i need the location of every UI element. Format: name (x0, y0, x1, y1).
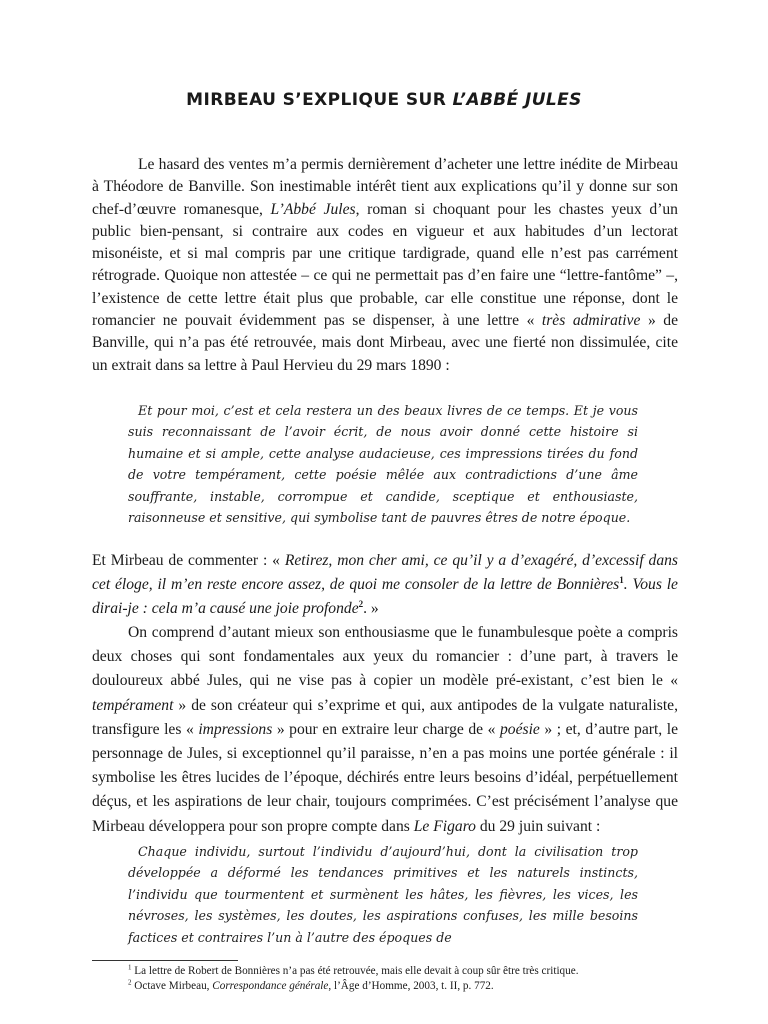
paragraph-2 (92, 549, 678, 622)
footnote-2-text-a: Octave Mirbeau, (131, 979, 213, 992)
footnote-divider (92, 960, 238, 961)
p2-italic-2: . Vous le dirai-je : cela m’a causé une joie profonde (92, 576, 678, 618)
footnote-2-italic: Correspondance générale (212, 979, 329, 992)
footnote-1-number: 1 (128, 963, 132, 972)
page-title (0, 90, 768, 110)
footnote-2-text-b: , l’Âge d’Homme, 2003, t. II, p. 772. (328, 979, 494, 992)
paragraph-1 (92, 154, 678, 377)
p3-italic-4: Le Figaro (413, 817, 476, 835)
title-italic: L’ABBÉ JULES (452, 90, 582, 110)
p1-italic-1: L’Abbé Jules (270, 200, 356, 218)
footnote-ref-2[interactable]: 2 (358, 599, 364, 610)
p2-text-1: Et Mirbeau de commenter : « (92, 552, 285, 569)
footnote-2 (128, 979, 688, 994)
footnotes (128, 964, 688, 993)
p2-italic-1: Retirez, mon cher ami, ce qu’il y a d’exagéré, d’excessif dans cet éloge, il m’en reste encore assez, de quoi me consoler de la lettre de Bonnières (92, 552, 678, 594)
block-quote-2 (128, 841, 638, 948)
block-quote-1 (128, 400, 638, 528)
p2-text-2: . » (363, 600, 379, 618)
p3-italic-1: tempérament (92, 696, 174, 714)
footnote-1 (128, 964, 688, 979)
p1-text-1: Le hasard des ventes m’a permis dernièrement d’acheter une lettre inédite de Mirbeau à Théodore de Banville. Son inestimable intérêt tient aux explications qu’il y donne sur son chef-d’œuvre romanesque, (92, 156, 678, 218)
footnote-ref-1[interactable]: 1 (619, 575, 624, 586)
p3-text-3: » pour en extraire leur charge de « (272, 720, 500, 738)
p3-text-4: » ; et, d’autre part, le personnage de Jules, si exceptionnel qu’il paraisse, n’en a pas moins une portée générale : il symbolise les êtres lucides de l’époque, déchirés entre leurs besoins d’idéal, perpétuellement déçus, et les aspirations de leur chair, toujours comprimées. C’est précisément l’analyse que Mirbeau développera pour son propre compte dans (92, 720, 678, 835)
paragraph-3 (92, 621, 678, 839)
p3-italic-2: impressions (198, 720, 273, 738)
quote-2-text: Chaque individu, surtout l’individu d’aujourd’hui, dont la civilisation trop développée a déformé les tendances primitives et les naturels instincts, l’individu que tourmentent et surmènent les hâtes, les fièvres, les vices, les névroses, les systèmes, les doutes, les aspirations confuses, les mille besoins factices et contraires l’un à l’autre des époques de (128, 844, 638, 945)
title-plain: MIRBEAU S’EXPLIQUE SUR (186, 90, 453, 110)
p1-text-3: » de Banville, qui n’a pas été retrouvée, mais dont Mirbeau, avec une fierté non dissimulée, cite un extrait dans sa lettre à Paul Hervieu du 29 mars 1890 : (92, 312, 678, 374)
p1-text-2: , roman si choquant pour les chastes yeux d’un public bien-pensant, si contraire aux codes en vigueur et aux habitudes d’un lectorat misonéiste, et si mal compris par une critique tardigrade, quand elle n’est pas carrément rétrograde. Quoique non attestée – ce qui ne permettait pas d’en faire une “lettre-fantôme” –, l’existence de cette lettre était plus que probable, car elle constitue une réponse, dont le romancier ne pouvait évidemment pas se dispenser, à une lettre « (92, 200, 678, 330)
p3-text-1: On comprend d’autant mieux son enthousiasme que le funambulesque poète a compris deux choses qui sont fondamentales aux yeux du romancier : d’une part, à travers le douloureux abbé Jules, qui ne vise pas à copier un modèle pré-existant, c’est bien le « (92, 624, 678, 690)
quote-1-text: Et pour moi, c’est et cela restera un des beaux livres de ce temps. Et je vous suis reconnaissant de l’avoir écrit, de nous avoir donné cette histoire si humaine et si ample, cette analyse audacieuse, ces impressions tirées du fond de votre tempérament, cette poésie mêlée aux contradictions d’une âme souffrante, instable, corrompue et candide, sceptique et enthousiaste, raisonneuse et sensitive, qui symbolise tant de pauvres êtres de notre époque. (128, 403, 638, 526)
p3-text-5: du 29 juin suivant : (475, 817, 601, 835)
footnote-1-text: La lettre de Robert de Bonnières n’a pas été retrouvée, mais elle devait à coup sûr être très critique. (131, 965, 579, 977)
p3-text-2: » de son créateur qui s’exprime et qui, aux antipodes de la vulgate naturaliste, transfigure les « (92, 696, 678, 738)
p1-italic-2: très admirative (541, 312, 641, 330)
footnote-2-number: 2 (128, 977, 132, 986)
p3-italic-3: poésie (500, 720, 540, 738)
